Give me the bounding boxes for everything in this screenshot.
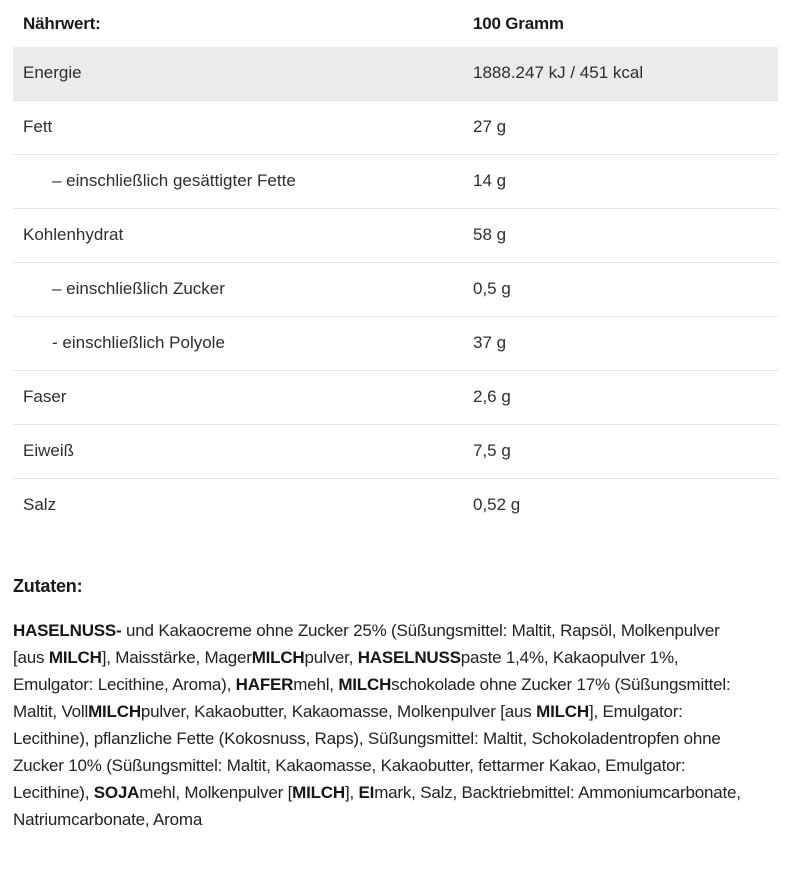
nutrition-row-fiber [13,371,778,425]
nutrition-header-label: Nährwert: [23,14,101,33]
nutrient-value: 7,5 g [473,441,511,460]
nutrition-table [13,0,778,532]
nutrition-row-polyols [13,317,778,371]
nutrient-value: 0,52 g [473,495,521,514]
nutrition-row-protein [13,425,778,479]
nutrition-row-carbohydrate [13,209,778,263]
nutrient-label: – einschließlich Zucker [52,279,225,298]
nutrient-value: 14 g [473,171,507,190]
ingredients-section [13,576,750,833]
nutrient-value: 0,5 g [473,279,511,298]
nutrient-label: Fett [23,117,53,136]
nutrient-value: 2,6 g [473,387,511,406]
nutrient-label: - einschließlich Polyole [52,333,225,352]
nutrient-label: Kohlenhydrat [23,225,124,244]
ingredients-text: HASELNUSS- und Kakaocreme ohne Zucker 25% (Süßungsmittel: Maltit, Rapsöl, Molkenpulver [aus MILCH], Maisstärke, MagerMILCHpulver, HASELNUSSpaste 1,4%, Kakaopulver 1%, Emulgator: Lecithine, Aroma), HAFERmehl, MILCHschokolade ohne Zucker 17% (Süßungsmittel: Maltit, VollMILCHpulver, Kakaobutter, Kakaomasse, Molkenpulver [aus MILCH], Emulgator: Lecithine), pflanzliche Fette (Kokosnuss, Raps), Süßungsmittel: Maltit, Schokoladentropfen ohne Zucker 10% (Süßungsmittel: Maltit, Kakaomasse, Kakaobutter, fettarmer Kakao, Emulgator: Lecithine), SOJAmehl, Molkenpulver [MILCH], EImark, Salz, Backtriebmittel: Ammoniumcarbonate, Natriumcarbonate, Aroma [13,621,741,829]
nutrient-label: Energie [23,63,82,82]
nutrient-label: Faser [23,387,67,406]
nutrition-header-amount: 100 Gramm [473,14,564,33]
nutrition-row-saturated-fat [13,155,778,209]
nutrient-value: 37 g [473,333,507,352]
nutrient-value: 1888.247 kJ / 451 kcal [473,63,644,82]
nutrition-table-header [13,0,778,47]
nutrient-label: Eiweiß [23,441,75,460]
nutrition-row-energie [13,47,778,101]
ingredients-heading: Zutaten: [13,576,83,596]
nutrient-label: Salz [23,495,57,514]
nutrition-row-salt [13,479,778,532]
nutrition-row-fett [13,101,778,155]
nutrient-label: – einschließlich gesättigter Fette [52,171,296,190]
nutrient-value: 27 g [473,117,507,136]
nutrient-value: 58 g [473,225,507,244]
nutrition-row-sugar [13,263,778,317]
